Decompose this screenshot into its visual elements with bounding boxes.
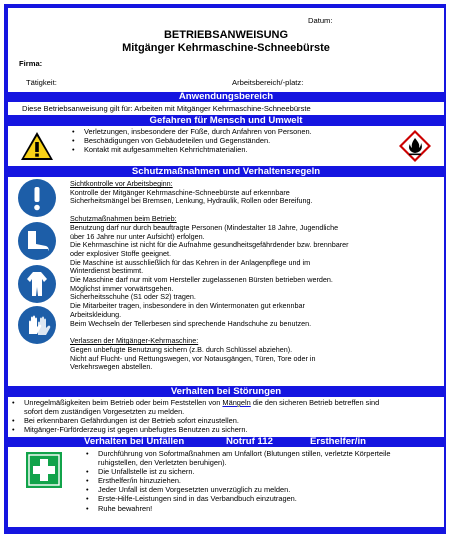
maengeln-link: Mängeln xyxy=(222,398,251,407)
mandatory-info-icon xyxy=(18,179,56,217)
protective-gloves-icon xyxy=(18,306,56,344)
unfall-line: ruhigstellen, den Verletzten beruhigen). xyxy=(98,458,227,468)
header-panel xyxy=(8,8,444,92)
list-item: • Beschädigungen von Gebäudeteilen und Gegenständen. xyxy=(70,136,312,145)
paragraph-line: Die Kehrmaschine ist nicht für die Aufnahme gesundheitsgefährdender bzw. brennbarer xyxy=(70,240,349,250)
paragraph-line: oder explosiver Stoffe geeignet. xyxy=(70,248,171,258)
list-item: • Ruhe bewahren! xyxy=(84,504,391,513)
gefahren-heading: Gefahren für Mensch und Umwelt xyxy=(149,115,303,126)
stoerung-text-a: Unregelmäßigkeiten beim Betrieb oder beim Feststellen von xyxy=(24,398,223,407)
anwendung-panel xyxy=(8,102,444,115)
list-item: • Ersthelfer/in hinzuziehen. xyxy=(84,476,391,485)
paragraph-line: Die Maschine ist ausschließlich für das Kehren in der Anlagenpflege und im xyxy=(70,257,311,267)
unfaelle-panel xyxy=(8,447,444,527)
unfaelle-list xyxy=(84,449,391,513)
paragraph-line: Gegen unbefugte Benutzung sichern (z.B. durch Schlüssel abziehen). xyxy=(70,344,293,354)
paragraph-line: Beim Wechseln der Tellerbesen sind sprechende Handschuhe zu benutzen. xyxy=(70,318,312,328)
stoerung-text-c: die den sicheren Betrieb betreffen sind xyxy=(250,398,380,407)
paragraph-line: Sicherheitsmängel bei Bremsen, Lenkung, Hydraulik, Rollen oder Bereifung. xyxy=(70,196,313,206)
ersthelfer-label: Ersthelfer/in xyxy=(310,436,366,447)
arbeitsbereich-label: Arbeitsbereich/-platz: xyxy=(232,78,304,87)
unfaelle-banner xyxy=(8,436,444,447)
first-aid-icon xyxy=(26,452,62,488)
notruf-label: Notruf 112 xyxy=(226,436,273,447)
list-item xyxy=(10,398,379,416)
taetigkeit-label: Tätigkeit: xyxy=(26,78,57,87)
stoerungen-heading: Verhalten bei Störungen xyxy=(170,386,282,397)
date-label: Datum: xyxy=(308,16,333,25)
safety-boots-icon xyxy=(18,222,56,260)
anwendung-heading: Anwendungsbereich xyxy=(178,91,274,102)
list-item: • Verletzungen, insbesondere der Füße, durch Anfahren von Personen. xyxy=(70,127,312,136)
document-title: BETRIEBSANWEISUNG xyxy=(163,29,289,41)
document-subtitle: Mitgänger Kehrmaschine-Schneebürste xyxy=(122,42,330,54)
unfall-line: Durchführung von Sofortmaßnahmen am Unfallort (Blutungen stillen, verletzte Körperteile xyxy=(98,449,391,458)
paragraph-line: Arbeitskleidung. xyxy=(70,309,122,319)
sichtkontrolle-title: Sichtkontrolle vor Arbeitsbeginn: xyxy=(70,179,173,188)
paragraph-line: Möglichst immer vorwärtsgehen. xyxy=(70,283,174,293)
anwendung-text: Diese Betriebsanweisung gilt für: Arbeiten mit Mitgänger Kehrmaschine-Schneebürste xyxy=(22,104,311,113)
protective-clothing-icon xyxy=(18,265,56,303)
list-item: • Kontakt mit aufgesammelten Kehrrichtmaterialien. xyxy=(70,145,312,154)
paragraph-line: Benutzung darf nur durch beauftragte Personen (Mindestalter 18 Jahre, Jugendliche xyxy=(70,222,339,232)
unfaelle-heading: Verhalten bei Unfällen xyxy=(84,436,185,447)
list-item: • Erste-Hilfe-Leistungen sind in das Verbandbuch einzutragen. xyxy=(84,494,391,503)
paragraph-line: Die Mitarbeiter tragen, insbesondere in den Wintermonaten gut erkennbar xyxy=(70,301,305,311)
warning-triangle-icon xyxy=(20,131,54,161)
paragraph-line: Die Maschine darf nur mit vom Hersteller zugelassenen Bürsten betrieben werden. xyxy=(70,275,333,285)
gefahren-panel xyxy=(8,126,444,166)
paragraph-line: Verkehrswegen abstellen. xyxy=(70,362,153,372)
paragraph-line: Winterdienst bestimmt. xyxy=(70,266,144,276)
list-item: • Die Unfallstelle ist zu sichern. xyxy=(84,467,391,476)
schutz-panel xyxy=(8,177,444,386)
firma-label: Firma: xyxy=(19,59,43,68)
schutz-heading: Schutzmaßnahmen und Verhaltensregeln xyxy=(131,166,321,177)
paragraph-line: Nicht auf Flucht- und Rettungswegen, vor Notausgängen, Türen, Tore oder in xyxy=(70,353,316,363)
verlassen-title: Verlassen der Mitgänger-Kehrmaschine: xyxy=(70,336,199,346)
paragraph-line: Kontrolle der Mitgänger Kehrmaschine-Schneebürste auf erkennbare xyxy=(70,187,290,197)
flammable-icon xyxy=(398,129,432,163)
stoerung-text-line2: sofort dem zuständigen Vorgesetzten zu melden. xyxy=(24,407,185,417)
stoerungen-panel xyxy=(8,397,444,437)
paragraph-line: über 16 Jahre nur unter Aufsicht) erfolgen. xyxy=(70,231,205,241)
list-item: • Jeder Unfall ist dem Vorgesetzten unverzüglich zu melden. xyxy=(84,485,391,494)
stoerungen-list xyxy=(10,398,379,434)
list-item: • Bei erkennbaren Gefährdungen ist der Betrieb sofort einzustellen. xyxy=(10,416,379,425)
gefahren-list xyxy=(70,127,312,154)
list-item: • Mitgänger-Fürförderzeug ist gegen unbefugtes Benutzen zu sichern. xyxy=(10,425,379,434)
list-item xyxy=(84,449,391,467)
paragraph-line: Sicherheitsschuhe (S1 oder S2) tragen. xyxy=(70,292,196,302)
betrieb-title: Schutzmaßnahmen beim Betrieb: xyxy=(70,214,177,224)
